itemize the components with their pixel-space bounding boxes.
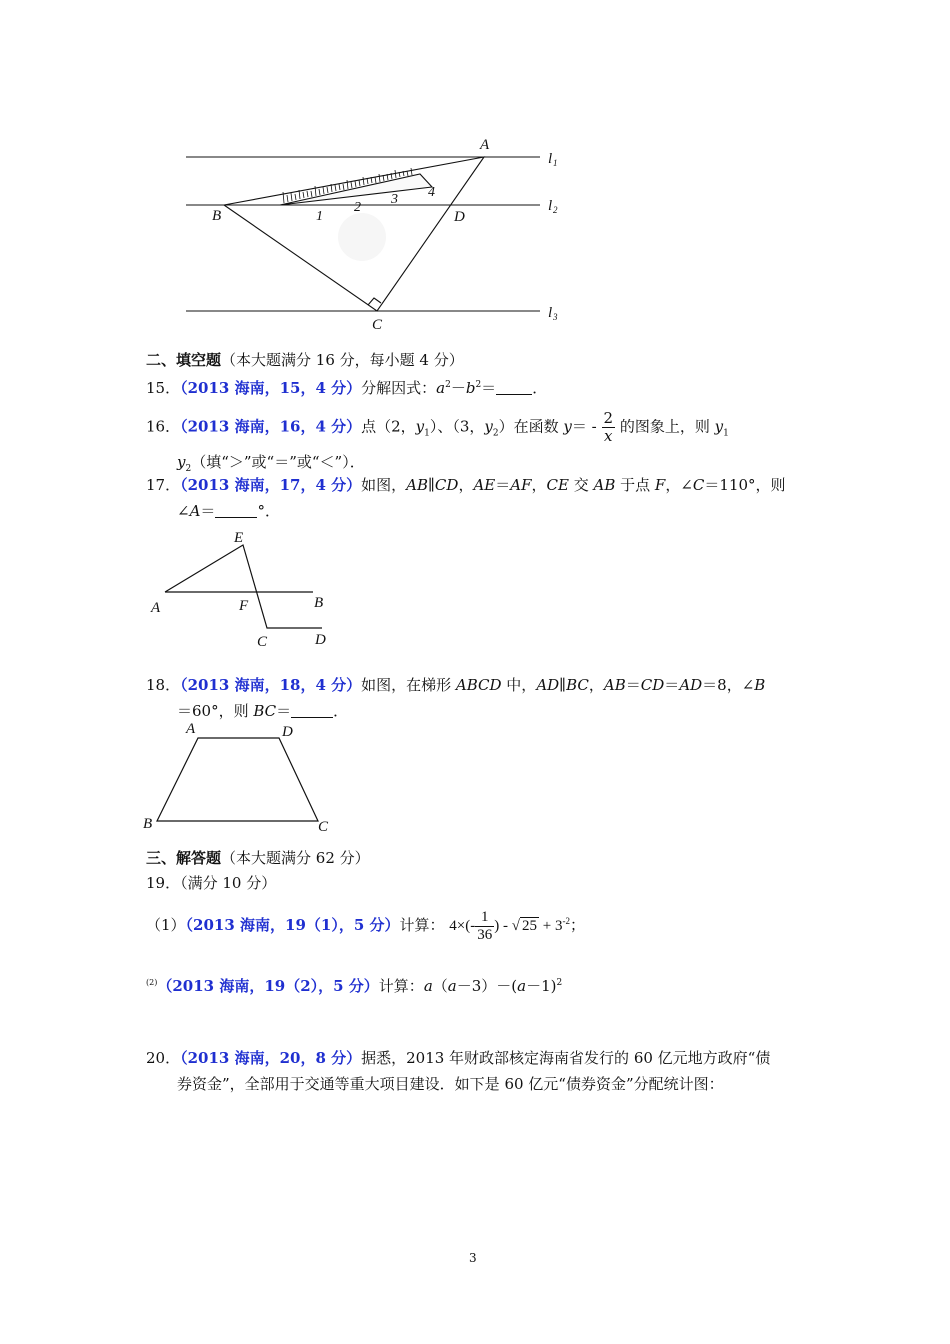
q15-var-a: a [436, 379, 446, 397]
q19-expr-1: 4×(- [449, 917, 476, 934]
label-l3-sub: 3 [553, 312, 558, 322]
q18-m4: AB [603, 676, 626, 694]
q15-equals: ＝ [481, 379, 497, 397]
q16-number: 16． [146, 417, 181, 436]
q19-expr-3: + 3 [538, 917, 563, 934]
q17-m8: C [692, 476, 705, 494]
section-3-title: 三、解答题 [146, 849, 222, 867]
q15-var-b: b [465, 379, 476, 397]
q16-sub-1: 1 [424, 428, 430, 439]
q19-note: （满分 10 分） [180, 874, 277, 892]
q17-m3: AE [473, 476, 496, 494]
q19-part-2-label: (2) [146, 978, 158, 987]
label-l1: l [548, 151, 553, 167]
q19-part-2-text: 计算： [378, 977, 424, 995]
q16-frac-num: 2 [603, 409, 614, 427]
q19-f6: －1) [526, 977, 557, 995]
q17-var-a: A [189, 502, 201, 520]
q19-part-1-expression [449, 909, 585, 943]
q16-var-y1: y [415, 417, 425, 436]
q17-m7: F [654, 476, 666, 494]
q17-label-c: C [257, 634, 268, 650]
question-19 [146, 873, 276, 893]
q18-label-b: B [143, 816, 153, 832]
q17-equals: ＝ [200, 502, 216, 520]
q19-sqrt-sign: √ [511, 917, 520, 934]
q18-text-3: ∥ [559, 676, 567, 694]
question-17 [146, 475, 786, 495]
q19-f4: －3）－( [456, 977, 518, 995]
q19-f3: a [447, 977, 457, 995]
q18-text-8: ＝60°，则 [177, 702, 254, 720]
label-a: A [480, 137, 490, 153]
q20-text-line-2: 券资金”，全部用于交通等重大项目建设．如下是 60 亿元“债券资金”分配统计图： [177, 1075, 724, 1093]
q17-angle-sign: ∠ [177, 502, 190, 520]
label-l3: l [548, 305, 553, 321]
q16-text-1: 点（2， [361, 417, 416, 436]
section-3-note: （本大题满分 62 分） [221, 849, 370, 867]
q19-exp: -2 [562, 915, 570, 926]
question-19-part-2 [146, 973, 562, 996]
q18-label-a: A [186, 721, 196, 737]
q17-text-6: 交 [568, 476, 594, 494]
q19-f7: 2 [556, 978, 563, 988]
q16-sub-2: 2 [492, 428, 499, 439]
question-19-part-1 [146, 909, 585, 944]
figure-q17 [145, 525, 345, 655]
q19-expr-end: ； [569, 917, 585, 934]
q16-sub-2-b: 2 [185, 464, 192, 474]
q15-answer-blank[interactable] [496, 380, 532, 395]
q18-source: （2013 海南，18，4 分） [180, 676, 362, 694]
q18-text-4: ， [588, 676, 604, 694]
q17-text-2: ∥ [427, 476, 435, 494]
faint-watermark-dot [338, 213, 386, 261]
q18-answer-blank[interactable] [291, 703, 333, 718]
question-20-line-2 [177, 1074, 724, 1094]
q19-part-2-source: （2013 海南，19（2），5 分） [157, 977, 379, 995]
q18-text-5: ＝ [625, 676, 641, 694]
question-16 [146, 410, 729, 445]
label-l1-sub: 1 [553, 158, 558, 168]
q17-m2: CD [434, 476, 459, 494]
q17-text-7: 于点 [615, 476, 655, 494]
q16-text-4: 的图象上，则 [615, 417, 715, 436]
q17-m5: CE [546, 476, 569, 494]
q19-f5: a [517, 977, 527, 995]
q17-label-f: F [239, 598, 249, 614]
q16-frac-den: x [604, 427, 613, 445]
q15-minus: － [450, 379, 466, 397]
q17-end: °． [257, 502, 280, 520]
q20-text-line-1: 据悉，2013 年财政部核定海南省发行的 60 亿元地方政府“债 [361, 1049, 771, 1067]
q17-number: 17． [146, 476, 181, 494]
label-b: B [212, 208, 222, 224]
q15-source: （2013 海南，15，4 分） [180, 379, 362, 397]
q16-var-y1-b: y [714, 417, 724, 436]
q18-m2: AD [536, 676, 560, 694]
q18-m1: ABCD [455, 676, 502, 694]
q16-text-5: （填“＞”或“＝”或“＜”）． [191, 453, 365, 471]
q16-sub-1-b: 1 [723, 428, 729, 439]
q15-exp-b: 2 [475, 380, 482, 390]
q17-text-4: ＝ [495, 476, 511, 494]
figure-parallel-lines-triangle [180, 130, 580, 340]
q19-number: 19． [146, 874, 181, 892]
q17-answer-blank[interactable] [215, 503, 257, 518]
q17-label-d: D [315, 632, 326, 648]
ruler-mark-2: 2 [354, 200, 361, 215]
q18-var-bc: BC [253, 702, 277, 720]
q19-frac-den: 36 [477, 927, 493, 943]
q17-m6: AB [593, 476, 616, 494]
section-2-title: 二、填空题 [146, 351, 222, 369]
q17-text-8: ，∠ [665, 476, 693, 494]
q17-m1: AB [406, 476, 428, 494]
ruler-mark-4: 4 [428, 185, 435, 200]
q16-text-2: ）、（3， [429, 417, 485, 436]
q20-source: （2013 海南，20，8 分） [180, 1049, 362, 1067]
q18-text-6: ＝ [664, 676, 680, 694]
q18-m3: BC [566, 676, 589, 694]
q19-sqrt-arg: 25 [521, 917, 537, 934]
q17-text-3: ， [458, 476, 474, 494]
label-l2-sub: 2 [553, 205, 558, 215]
label-c: C [372, 317, 383, 333]
section-2-header [146, 350, 464, 370]
page-number: 3 [469, 1251, 477, 1265]
label-d: D [454, 209, 465, 225]
q19-f1: a [423, 977, 433, 995]
q18-equals: ＝ [276, 702, 292, 720]
q19-expr-2: ) - [494, 917, 512, 934]
q17-source: （2013 海南，17，4 分） [180, 476, 362, 494]
q20-number: 20． [146, 1049, 181, 1067]
section-3-header [146, 848, 370, 868]
q15-number: 15． [146, 379, 181, 397]
question-20 [146, 1048, 770, 1068]
q15-end: ． [532, 379, 548, 397]
q18-m6: AD [679, 676, 703, 694]
q16-var-y: y [563, 417, 572, 436]
q17-label-b: B [314, 595, 324, 611]
q17-m4: AF [510, 476, 532, 494]
q17-label-a: A [151, 600, 161, 616]
trapezoid-abcd [157, 738, 318, 821]
q17-label-e: E [234, 530, 244, 546]
q18-number: 18． [146, 676, 181, 694]
q16-equals: ＝ - [571, 417, 602, 436]
q19-frac-num: 1 [475, 909, 494, 927]
q19-part-1-text: 计算： [399, 915, 445, 934]
q18-text-1: 如图，在梯形 [361, 676, 456, 694]
figure-q18-trapezoid [140, 718, 340, 840]
q17-text-5: ， [531, 476, 547, 494]
q18-m5: CD [640, 676, 665, 694]
q16-var-y2-b: y [177, 453, 186, 471]
q18-text-2: 中， [501, 676, 537, 694]
ruler-mark-3: 3 [391, 192, 398, 207]
q19-f2: （ [432, 977, 448, 995]
question-17-line-2 [177, 501, 280, 521]
q19-part-1-source: （2013 海南，19（1），5 分） [185, 915, 400, 934]
q15-text: 分解因式： [361, 379, 437, 397]
q17-text-9: ＝110°，则 [704, 476, 786, 494]
segments-a-e-c-d [165, 545, 322, 628]
question-18 [146, 675, 765, 695]
q18-text-7: ＝8，∠ [702, 676, 755, 694]
q18-label-d: D [282, 724, 293, 740]
q17-text-1: 如图， [361, 476, 407, 494]
q16-source: （2013 海南，16，4 分） [180, 417, 362, 436]
right-angle-mark [368, 298, 381, 305]
q18-m7: B [754, 676, 766, 694]
question-15 [146, 375, 547, 398]
q15-exp: 2 [445, 380, 451, 390]
section-2-note: （本大题满分 16 分，每小题 4 分） [221, 351, 464, 369]
q19-part-1-label: （1） [146, 915, 186, 934]
q18-label-c: C [318, 819, 329, 835]
q16-fraction [602, 410, 616, 445]
q19-fraction [475, 909, 494, 944]
q16-text-3: ）在函数 [498, 417, 564, 436]
q16-var-y2: y [484, 417, 493, 436]
q18-end: ． [333, 702, 349, 720]
label-l2: l [548, 198, 553, 214]
ruler-mark-1: 1 [316, 209, 323, 224]
